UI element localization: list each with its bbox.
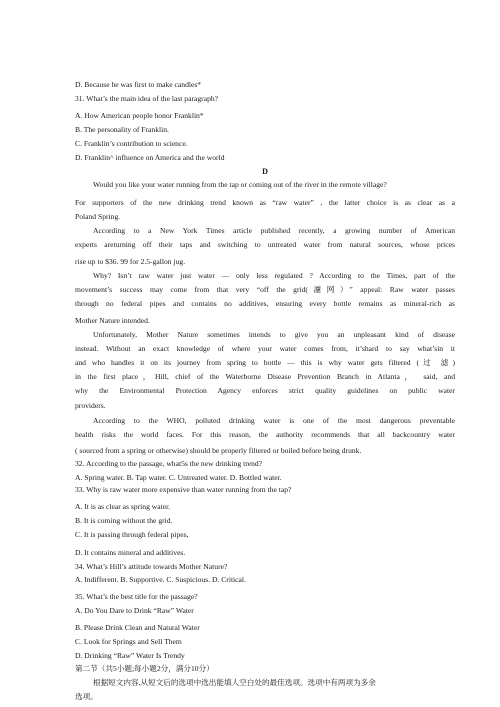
q32-stem: 32. According to the passage, what5s the new drinking trend?	[75, 459, 263, 468]
passage-heading: D	[262, 167, 268, 176]
passage-line: For supporters of the new drinking trend known as “raw water” , the latter choice is as clear as a	[75, 198, 455, 207]
q33-option-c: C. It is passing through federal pipes,	[75, 530, 189, 539]
passage-line: Why? Isn’t raw water just water — only less regulated ? According to the Times, part of the	[93, 271, 455, 280]
passage-line: According to the WHO, polluted drinking water is one of the most dangerous preventable	[93, 416, 455, 425]
passage-line: According to a New York Times article published recently, a growing number of American	[93, 226, 455, 235]
q30-option-d: D. Because he was first to make candles*	[75, 80, 202, 89]
passage-line: why the Environmental Protection Agency enforces strict quality guidelines on public water	[75, 386, 455, 395]
q32-options: A. Spring water. B. Tap water. C. Untreated water. D. Bottled water.	[75, 473, 282, 482]
passage-line: instead. Without an exact knowledge of where your water comes from, it’shard to say what’sin it	[75, 344, 455, 353]
q35-option-b: B. Please Drink Clean and Natural Water	[75, 623, 200, 632]
q34-options: A. Indifferent. B. Supportive. C. Suspicious. D. Critical.	[75, 575, 246, 584]
passage-line: Mother Nature intended.	[75, 316, 150, 325]
q35-option-a: A. Do You Dare to Drink “Raw” Water	[75, 606, 194, 615]
q35-stem: 35. What’s the best title for the passage?	[75, 592, 198, 601]
q35-option-c: C. Look for Springs and Sell Them	[75, 637, 182, 646]
passage-line: ( sourced from a spring or otherwise) should be properly filtered or boiled before being drunk.	[75, 446, 362, 455]
passage-line: through no federal pipes and contains no additives, ensuring every bottle remains as mineral-rich as	[75, 299, 455, 308]
passage-line: providers.	[75, 401, 106, 410]
q31-option-d: D. Franklin^ influence on America and the world	[75, 153, 225, 162]
q31-stem: 31. What’s the main idea of the last paragraph?	[75, 94, 219, 103]
q33-stem: 33. Why is raw water more expensive than water running from the tap?	[75, 485, 292, 494]
q33-option-a: A. It is as clear as spring water.	[75, 502, 171, 511]
section-instructions: 根据短文内容,从短文后的选项中选出能填人空白处的最佳选项。选项中有两项为多余	[93, 678, 376, 687]
passage-line: in the first place，Hill, chief of the Waterborne Disease Prevention Branch in Atlanta， said, and	[75, 372, 455, 381]
passage-line: Would you like your water running from the tap or coming out of the river in the remote village?	[93, 180, 387, 189]
passage-line: Unfortunately, Mother Nature sometimes intends to give you an unpleasant kind of disease	[93, 330, 455, 339]
passage-line: and who handles it on its journey from spring to bottle — this is why water gets filtered (过 滤)	[75, 358, 455, 367]
q31-option-c: C. Franklin’s contribution to science.	[75, 139, 188, 148]
passage-line: rise up to $36. 99 for 2.5-gallon jug.	[75, 257, 186, 266]
q33-option-b: B. It is coming without the grid.	[75, 516, 173, 525]
passage-line: Poland Spring.	[75, 212, 121, 221]
passage-line: movement’s success may come from that very “off the grid(濾网）” appeal: Raw water passes	[75, 285, 455, 294]
q33-option-d: D. It contains mineral and additives.	[75, 548, 186, 557]
q31-option-a: A. How American people honor Franklin*	[75, 111, 204, 120]
q34-stem: 34. What’s Hill’s attitude towards Mother Nature?	[75, 562, 228, 571]
q31-option-b: B. The personality of Franklin.	[75, 125, 169, 134]
passage-line: health risks the world faces. For this reason, the authority recommends that all backcountry water	[75, 430, 455, 439]
passage-line: experts areturning off their taps and switching to untreated water from natural sources, whose prices	[75, 240, 455, 249]
section-instructions-cont: 选项。	[75, 692, 98, 701]
q35-option-d: D. Drinking “Raw” Water Is Trendy	[75, 651, 185, 660]
section-heading: 第二节（共5小题;每小题2分，满分10分）	[75, 664, 214, 673]
